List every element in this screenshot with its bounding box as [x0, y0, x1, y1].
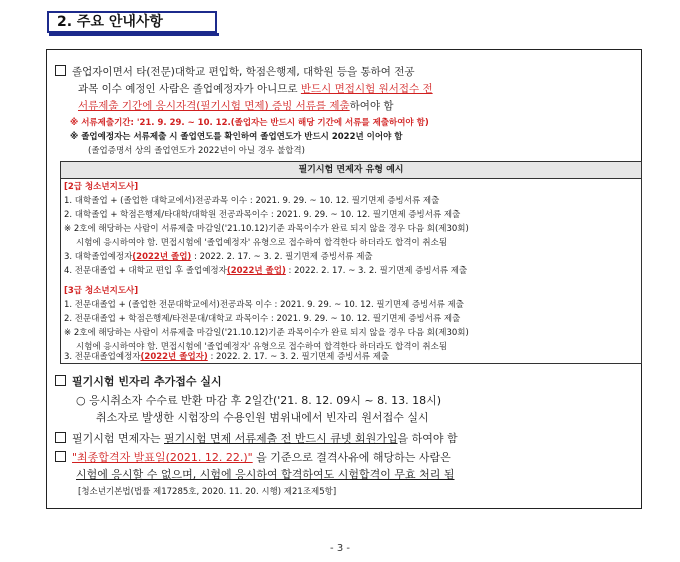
bullet1-note3: (졸업증명서 상의 졸업연도가 2022년이 아닐 경우 불합격) — [88, 146, 305, 156]
grade3-note-a: ※ 2호에 해당하는 사람이 서류제출 마감일('21.10.12)기준 과목이수가 완료 되지 않을 경우 다음 회(제30회) — [64, 328, 469, 338]
grade2-item2: 2. 대학졸업 + 학점은행제/타대학/대학원 전공과목이수 : 2021. 9. 29. ~ 10. 12. 필기면제 증빙서류 제출 — [64, 210, 461, 220]
grade2-note-b: 시험에 응시하여야 함. 면접시험에 '졸업예정자' 유형으로 접수하여 합격한다 하더라도 합격이 취소됨 — [76, 238, 448, 248]
bullet1-note2: ※ 졸업예정자는 서류제출 시 졸업연도를 확인하여 졸업연도가 반드시 2022년 이어야 함 — [70, 132, 403, 142]
bullet4-line1: "최종합격자 발표일(2021. 12. 22.)" 을 기준으로 결격사유에 해당하는 사람은 — [55, 451, 451, 465]
checkbox-square-icon — [55, 65, 66, 76]
grade3-item1: 1. 전문대졸업 + (졸업한 전문대학교에서)전공과목 이수 : 2021. 9. 29. ~ 10. 12. 필기면제 증빙서류 제출 — [64, 300, 464, 310]
grade2-heading: [2급 청소년지도사] — [64, 182, 139, 192]
bullet3: 필기시험 면제자는 필기시험 면제 서류제출 전 반드시 큐넷 회원가입을 하여야 함 — [55, 432, 458, 446]
checkbox-square-icon — [55, 375, 66, 386]
grade2-item3: 3. 대학졸업예정자(2022년 졸업) : 2022. 2. 17. ~ 3. 2. 필기면제 증빙서류 제출 — [64, 252, 373, 262]
checkbox-square-icon — [55, 432, 66, 443]
bullet1-line2: 과목 이수 예정인 사람은 졸업예정자가 아니므로 반드시 면접시험 원서접수 전 — [78, 83, 433, 95]
bullet1-line1: 졸업자이면서 타(전문)대학교 편입학, 학점은행제, 대학원 등을 통하여 전공 — [55, 65, 415, 79]
bullet2-line2: 취소자로 발생한 시험장의 수용인원 범위내에서 빈자리 원서접수 실시 — [96, 411, 429, 424]
grade2-item1: 1. 대학졸업 + (졸업한 대학교에서)전공과목 이수 : 2021. 9. 29. ~ 10. 12. 필기면제 증빙서류 제출 — [64, 196, 440, 206]
bullet2-line1: ○ 응시취소자 수수료 반환 마감 후 2일간('21. 8. 12. 09시 ~ 8. 13. 18시) — [76, 394, 441, 407]
page-number: - 3 - — [330, 543, 350, 554]
grade3-note-b: 시험에 응시하여야 함. 면접시험에 '졸업예정자' 유형으로 접수하여 합격한다 하더라도 합격이 취소됨 — [76, 342, 448, 352]
bullet4-line2: 시험에 응시할 수 없으며, 시험에 응시하여 합격하여도 시험합격이 무효 처리 됨 — [76, 468, 455, 481]
exemption-box-title: 필기시험 면제자 유형 예시 — [61, 162, 641, 179]
bullet2-title: 필기시험 빈자리 추가접수 실시 — [55, 375, 222, 389]
bullet1-note1: ※ 서류제출기간: '21. 9. 29. ~ 10. 12.(졸업자는 반드시 해당 기간에 서류를 제출하여야 함) — [70, 118, 429, 128]
bullet1-line3: 서류제출 기간에 응시자격(필기시험 면제) 증빙 서류를 제출하여야 함 — [78, 100, 394, 112]
checkbox-square-icon — [55, 451, 66, 462]
grade3-item3: 3. 전문대졸업예정자(2022년 졸업자) : 2022. 2. 17. ~ 3. 2. 필기면제 증빙서류 제출 — [64, 352, 390, 362]
bullet4-line3: [청소년기본법(법률 제17285호, 2020. 11. 20. 시행) 제21조제5항] — [78, 487, 337, 497]
section-title: 2. 주요 안내사항 — [47, 11, 217, 33]
grade3-item2: 2. 전문대졸업 + 학점은행제/타전문대/대학교 과목이수 : 2021. 9. 29. ~ 10. 12. 필기면제 증빙서류 제출 — [64, 314, 461, 324]
grade2-item4: 4. 전문대졸업 + 대학교 편입 후 졸업예정자(2022년 졸업) : 2022. 2. 17. ~ 3. 2. 필기면제 증빙서류 제출 — [64, 266, 468, 276]
grade3-heading: [3급 청소년지도사] — [64, 286, 139, 296]
grade2-note-a: ※ 2호에 해당하는 사람이 서류제출 마감일('21.10.12)기준 과목이수가 완료 되지 않을 경우 다음 회(제30회) — [64, 224, 469, 234]
